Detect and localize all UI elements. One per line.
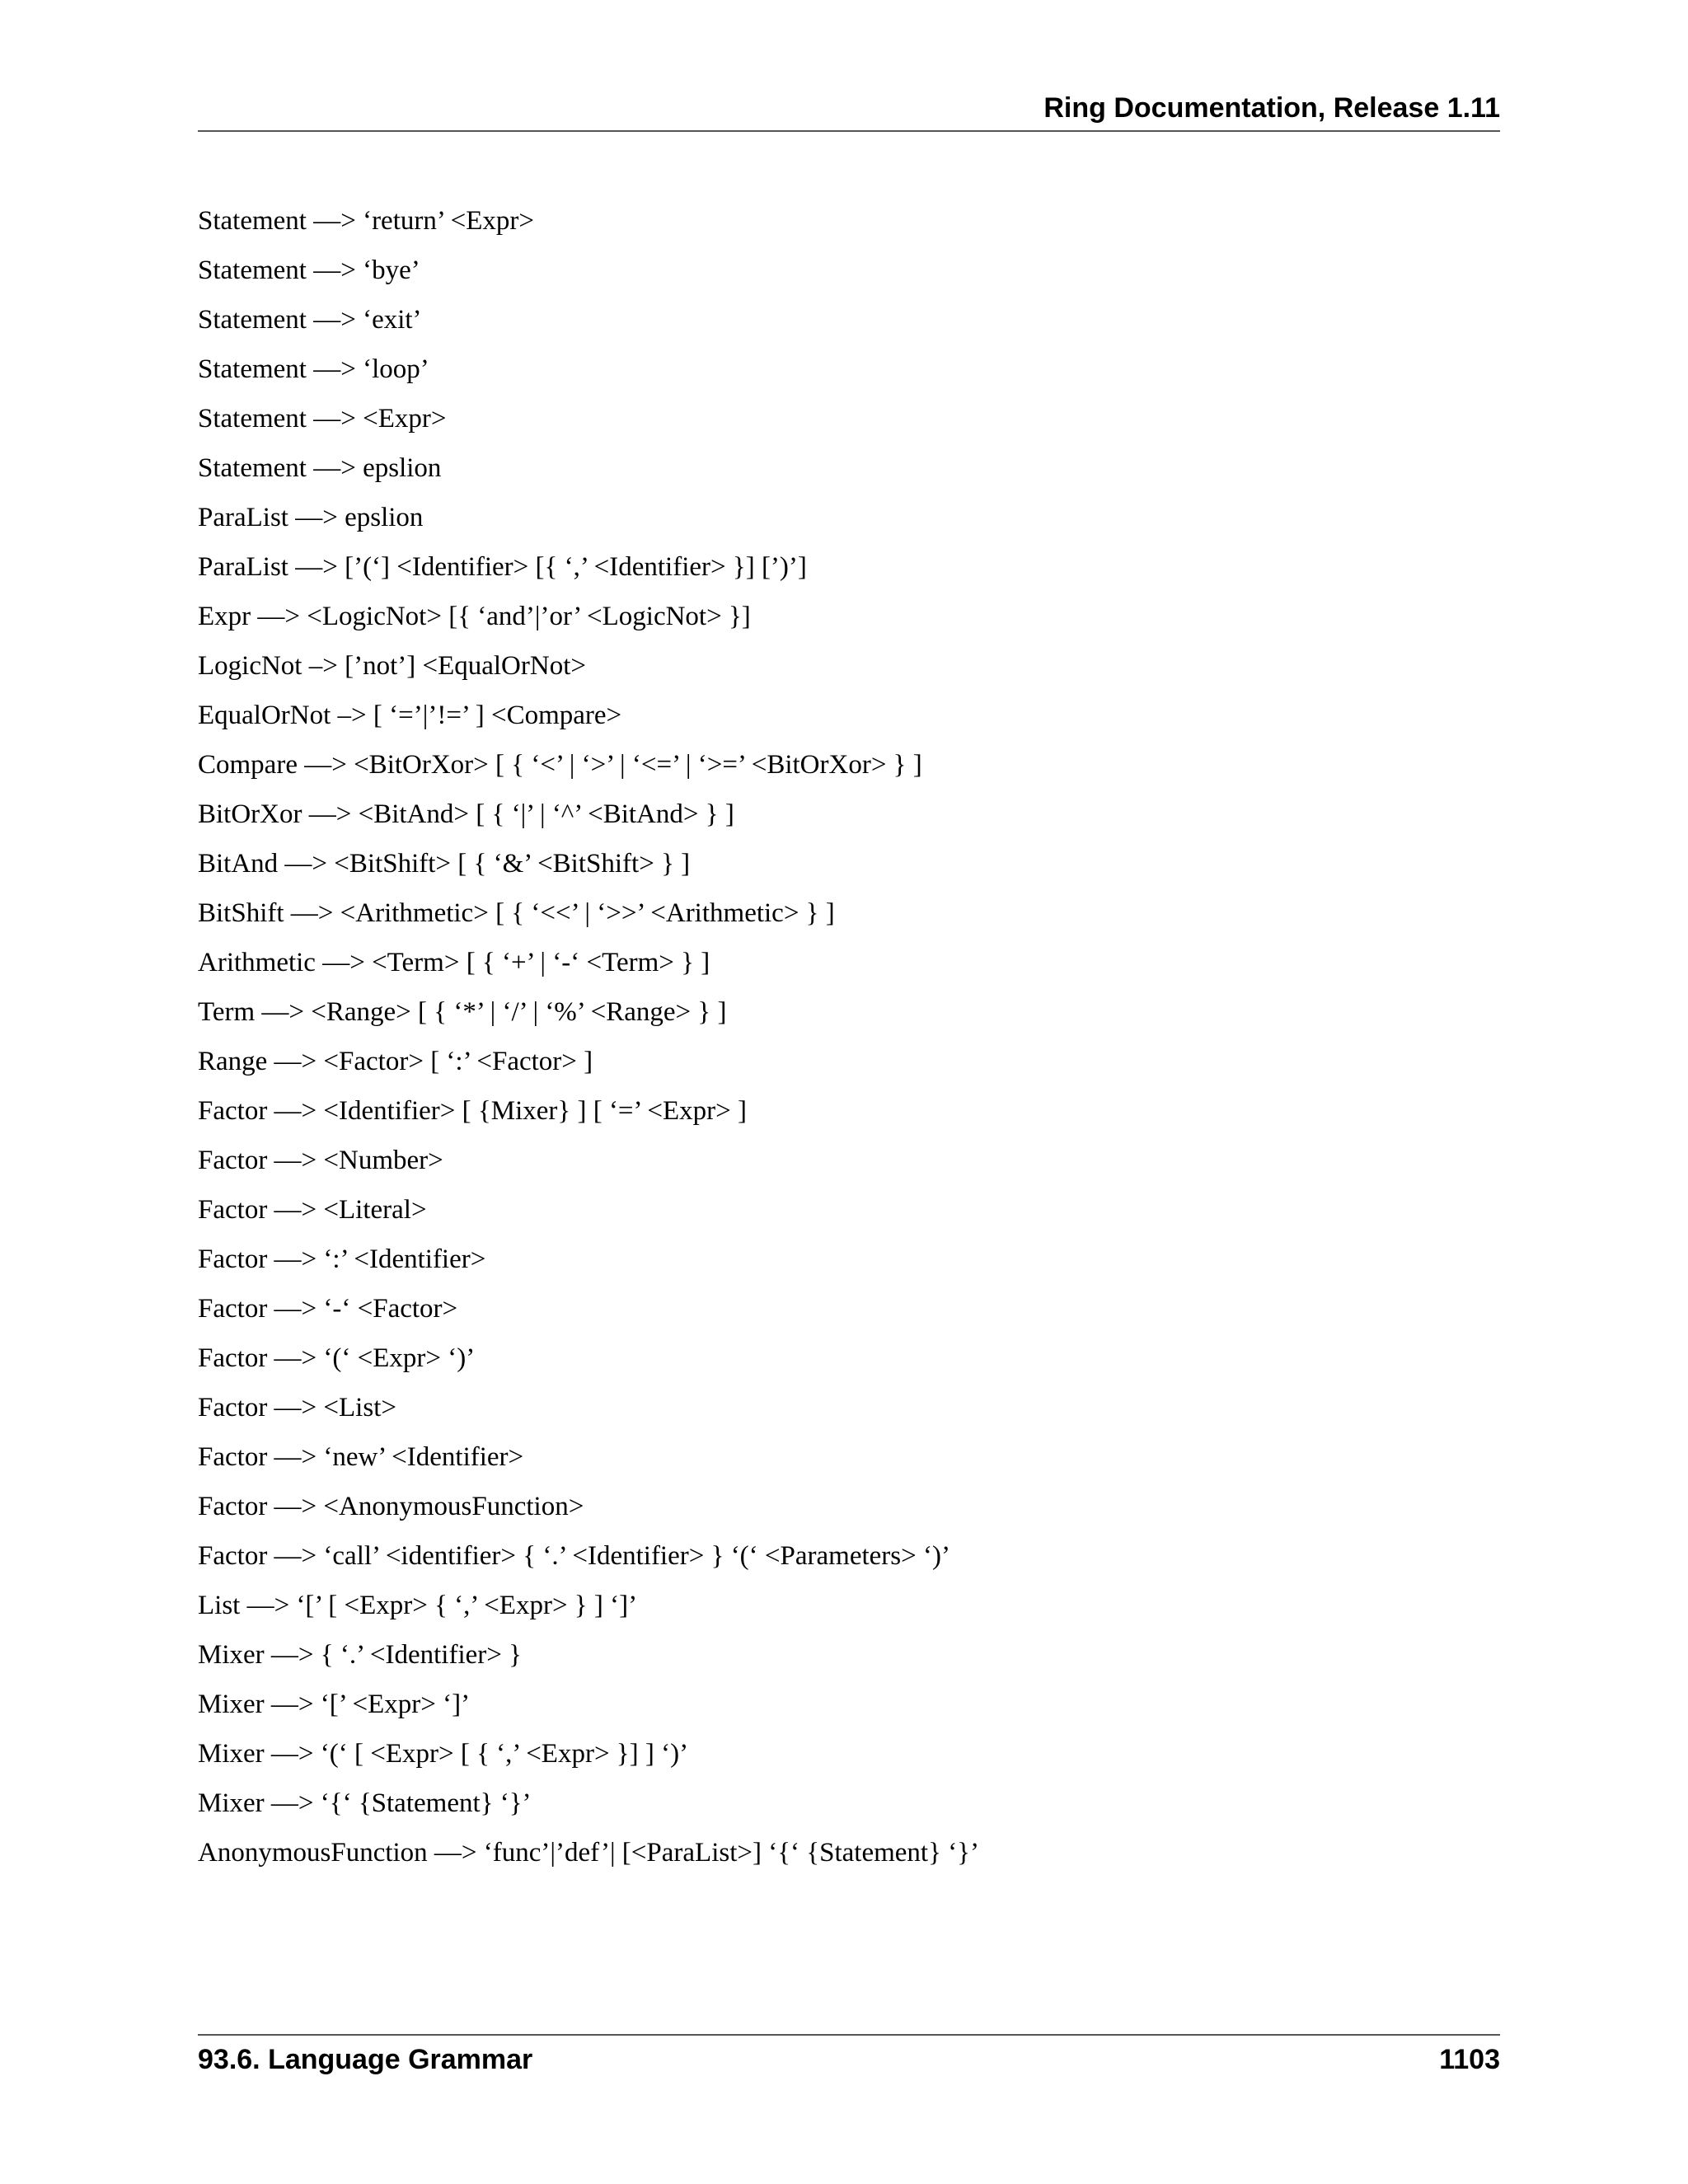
grammar-rule: Range —> <Factor> [ ‘:’ <Factor> ] [198, 1047, 593, 1076]
grammar-rule: Term —> <Range> [ { ‘*’ | ‘/’ | ‘%’ <Range> } ] [198, 997, 727, 1027]
grammar-rule: Arithmetic —> <Term> [ { ‘+’ | ‘-‘ <Term> } ] [198, 948, 710, 977]
grammar-rule: BitShift —> <Arithmetic> [ { ‘<<’ | ‘>>’ <Arithmetic> } ] [198, 898, 835, 928]
grammar-rule: Statement —> ‘bye’ [198, 255, 420, 285]
grammar-rule: Statement —> ‘exit’ [198, 305, 422, 335]
grammar-rule: Statement —> epslion [198, 453, 442, 483]
grammar-rule: Mixer —> { ‘.’ <Identifier> } [198, 1640, 522, 1670]
grammar-rule: LogicNot –> [’not’] <EqualOrNot> [198, 651, 586, 681]
footer-section-title: 93.6. Language Grammar [198, 2044, 533, 2075]
grammar-rule: Statement —> <Expr> [198, 404, 447, 434]
grammar-rule: Factor —> <Number> [198, 1146, 443, 1175]
grammar-rule: Factor —> ‘:’ <Identifier> [198, 1244, 486, 1274]
grammar-rule: Statement —> ‘loop’ [198, 354, 429, 384]
grammar-rule: Factor —> <List> [198, 1393, 396, 1422]
grammar-rule: Factor —> <Identifier> [ {Mixer} ] [ ‘=’ <Expr> ] [198, 1096, 747, 1126]
page-footer [198, 2034, 1500, 2077]
grammar-rule: Factor —> <Literal> [198, 1195, 427, 1225]
grammar-rule: BitAnd —> <BitShift> [ { ‘&’ <BitShift> } ] [198, 849, 691, 879]
grammar-rule: Compare —> <BitOrXor> [ { ‘<’ | ‘>’ | ‘<=’ | ‘>=’ <BitOrXor> } ] [198, 750, 922, 780]
grammar-rule: Statement —> ‘return’ <Expr> [198, 206, 535, 236]
grammar-rule: Factor —> ‘(‘ <Expr> ‘)’ [198, 1343, 476, 1373]
grammar-rule: EqualOrNot –> [ ‘=’|’!=’ ] <Compare> [198, 701, 622, 730]
page-number: 1103 [1439, 2044, 1500, 2075]
grammar-rule: ParaList —> [’(‘] <Identifier> [{ ‘,’ <Identifier> }] [’)’] [198, 552, 807, 582]
grammar-rule: Mixer —> ‘{‘ {Statement} ‘}’ [198, 1788, 532, 1818]
grammar-rule: Expr —> <LogicNot> [{ ‘and’|’or’ <LogicNot> }] [198, 602, 751, 631]
grammar-rule: BitOrXor —> <BitAnd> [ { ‘|’ | ‘^’ <BitAnd> } ] [198, 799, 734, 829]
grammar-rule: Mixer —> ‘(‘ [ <Expr> [ { ‘,’ <Expr> }] ] ‘)’ [198, 1739, 689, 1769]
grammar-rule: Factor —> ‘new’ <Identifier> [198, 1442, 524, 1472]
grammar-rule: List —> ‘[’ [ <Expr> { ‘,’ <Expr> } ] ‘]’ [198, 1591, 638, 1620]
document-title: Ring Documentation, Release 1.11 [1043, 92, 1500, 124]
page-header [198, 89, 1500, 132]
grammar-rule: Factor —> <AnonymousFunction> [198, 1492, 584, 1521]
grammar-rule: Factor —> ‘-‘ <Factor> [198, 1294, 458, 1324]
grammar-rule-list [198, 196, 1500, 1877]
grammar-rule: Mixer —> ‘[’ <Expr> ‘]’ [198, 1690, 471, 1719]
grammar-rule: ParaList —> epslion [198, 503, 424, 532]
grammar-rule: AnonymousFunction —> ‘func’|’def’| [<ParaList>] ‘{‘ {Statement} ‘}’ [198, 1838, 980, 1868]
grammar-rule: Factor —> ‘call’ <identifier> { ‘.’ <Identifier> } ‘(‘ <Parameters> ‘)’ [198, 1541, 950, 1571]
